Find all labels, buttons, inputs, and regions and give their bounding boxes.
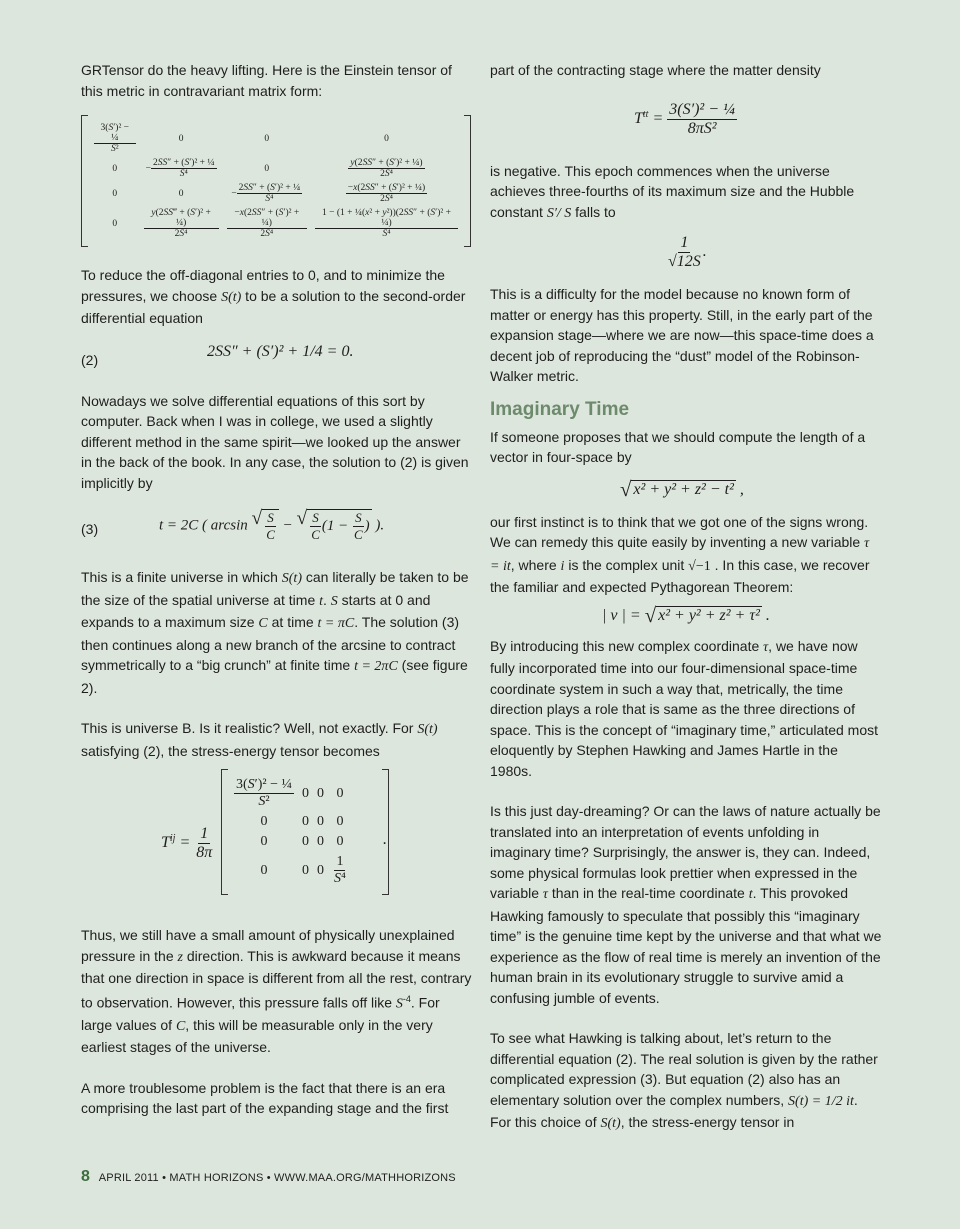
vector-length-equation: √ x² + y² + z² − t² , xyxy=(620,477,744,501)
equation-3-formula: t = 2C ( arcsin √ $\frac{S}{C}$ − √ $\frac{S}{C}$ (1 − $\frac{S}{C}$ ) ). xyxy=(159,508,385,542)
paragraph: Thus, we still have a small amount of physically unexplained pressure in the z direction. This is awkward because it means that one direction in space is different from all the rest, contrary to observation. However, this pressure falls off like $S^{-4}$. For large values of C, this will be measurable only in the very earliest stages of the universe. xyxy=(81,927,472,1056)
paragraph: Is this just day-dreaming? Or can the laws of nature actually be translated into an interpretation of events unfolding in imaginary time? Surprisingly, the answer is, they can. Indeed, some physical formulas look prettier when expressed in the variable τ than in the real-time coordinate t. This provoked Hawking famously to speculate that possibly this “imaginary time” is the genuine time kept by the universe and that what we experience as the flow of real time is merely an invention of the human brain in its evolutionary struggle to survive amid a confusing jumble of events. xyxy=(490,803,882,1006)
einstein-tensor-matrix: $\frac{\text{3(S′)² − ¼}}{\text{S²}}$ 0 0 0 0 − $\frac{\text{2SS″ + (S′)² + ¼}}{\text{S⁴}}$ 0 $\frac{\text{y(2SS″ + (S′)² + ¼)}}{\text{2S⁴}}$ 0 0 − $\frac{\text{2SS″ + (S′)² + ¼}}{\text{S⁴}}$ $\frac{\text{−x(2SS″ + (S′)² + ¼)}}{\text{2S⁴}}$ 0 $\frac{\text{y(2SS‴ + (S′)² + ¼)}}{\text{2S⁴}}$ $\frac{\text{−x(2SS″ + (S′)² + ¼)}}{\text{2S⁴}}$ $\frac{\text{1 − (1 + ¼(x² + y²))(2SS″ + (S′)² + ¼)}}{\text{S⁴}}$ xyxy=(81,115,471,247)
equation-2-text: 2SS″ + (S′)² + 1/4 = 0. xyxy=(207,342,354,360)
paragraph: If someone proposes that we should compute the length of a vector in four-space by xyxy=(490,428,866,465)
section-heading: Imaginary Time xyxy=(490,398,630,420)
matter-density-equation: $T^{tt}$ = $\frac{\text{3(S′)² − ¼}}{\text{8πS²}}$ xyxy=(634,100,736,137)
paragraph: A more troublesome problem is the fact that there is an era comprising the last part of the expanding stage and the first xyxy=(81,1079,449,1117)
hubble-value-equation: $\frac{1}{√12S}$ . xyxy=(668,234,707,270)
page-footer xyxy=(81,1168,456,1186)
equation-2: (2) 2SS″ + (S′)² + 1/4 = 0. xyxy=(81,342,354,368)
paragraph: This is a finite universe in which S(t) can literally be taken to be the size of the spatial universe at time t. S starts at 0 and expands to a maximum size C at time t = πC. The solution (3) then continues along a new branch of the arcsine to contract symmetrically to a “big crunch” at finite time t = 2πC (see figure 2). xyxy=(81,569,469,696)
paragraph: By introducing this new complex coordinate τ, we have now fully incorporated time into our four-dimensional space-time coordinate system in such a way that, metrically, the time direction plays a role that is same as the three directions of space. This is the concept of “imaginary time,” articulated most eloquently by Stephen Hawking and James Hartle in the 1980s. xyxy=(490,637,879,779)
paragraph: This is a difficulty for the model because no known form of matter or energy has this property. Still, in the early part of the expansion stage—where we are now—this space-time does a decent job of reproducing the “dust” model of the Robinson-Walker metric. xyxy=(490,286,874,384)
right-column xyxy=(490,60,882,1135)
pythagorean-equation: | v | = √ x² + y² + z² + τ² . xyxy=(602,603,770,627)
paragraph: our first instinct is to think that we got one of the signs wrong. We can remedy this quite easily by inventing a new variable τ = it, where i is the complex unit √−1 . In this case, we recover the familiar and expected Pythagorean Theorem: xyxy=(490,513,870,595)
page-number: 8 xyxy=(81,1168,91,1185)
paragraph: This is universe B. Is it realistic? Well, not exactly. For S(t) satisfying (2), the stress-energy tensor becomes xyxy=(81,720,438,759)
left-column xyxy=(81,60,473,1119)
paragraph: GRTensor do the heavy lifting. Here is the Einstein tensor of this metric in contravariant matrix form: xyxy=(81,62,452,99)
paragraph: Nowadays we solve differential equations of this sort by computer. Back when I was in college, we used a slightly different method in the same spirit—we looked up the answer in the back of the book. In any case, the solution to (2) is given implicitly by xyxy=(81,392,469,491)
equation-3: (3) t = 2C ( arcsin √ $\frac{S}{C}$ − √ $\frac{S}{C}$ (1 − $\frac{S}{C}$ ) ). xyxy=(81,508,385,542)
stress-energy-tensor: $T^{ij}$ = $\frac{1}{8\pi}$ $\frac{\text{3(S′)² − ¼}}{\text{S²}}$ 0 0 0 0 0 0 0 0 0 0 0 0 0 0 $\frac{1}{\text{S⁴}}$ . xyxy=(81,769,473,919)
paragraph: is negative. This epoch commences when the universe achieves three-fourths of its maximum size and the Hubble constant S′/ S falls to xyxy=(490,162,855,221)
footer-text: APRIL 2011 • MATH HORIZONS • WWW.MAA.ORG/MATHHORIZONS xyxy=(98,1172,456,1184)
paragraph: part of the contracting stage where the matter density xyxy=(490,62,821,78)
paragraph: To reduce the off-diagonal entries to 0, and to minimize the pressures, we choose S(t) to be a solution to the second-order differential equation xyxy=(81,267,466,326)
paragraph: To see what Hawking is talking about, let’s return to the differential equation (2). The real solution is given by the rather complicated expression (3). But equation (2) also has an elementary solution over the complex numbers, S(t) = 1/2 it. For this choice of S(t), the stress-energy tensor in xyxy=(490,1030,878,1131)
